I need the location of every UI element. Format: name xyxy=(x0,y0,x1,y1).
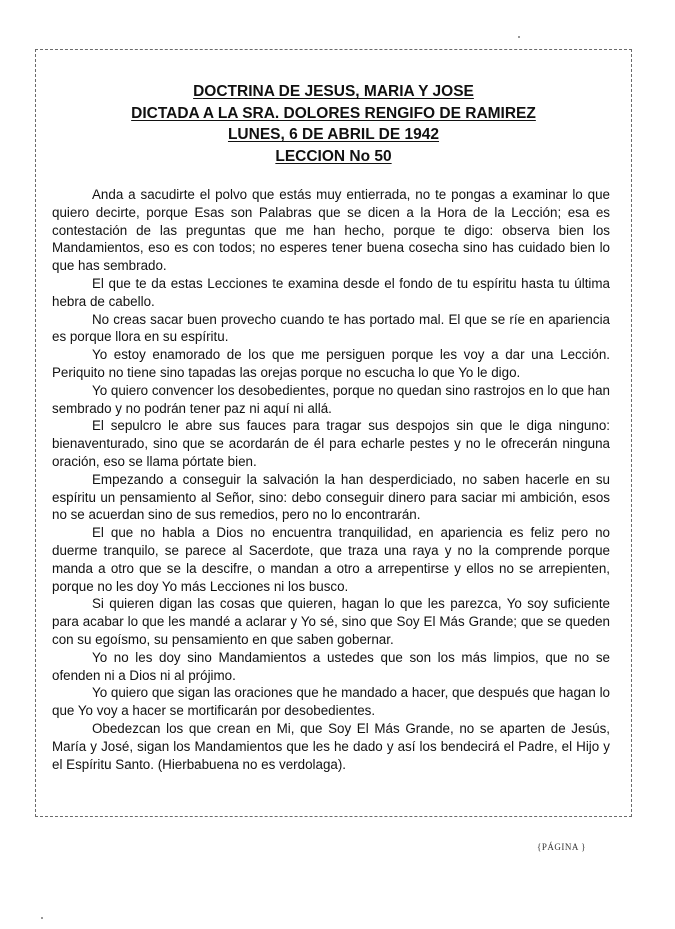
paragraph: El que te da estas Lecciones te examina desde el fondo de tu espíritu hasta tu última hebra de cabello. xyxy=(52,275,610,309)
document-header xyxy=(35,81,632,167)
scan-speck xyxy=(518,36,520,38)
paragraph: Yo estoy enamorado de los que me persiguen porque les voy a dar una Lección. Periquito no tiene sino tapadas las orejas porque no escucha lo que Yo le digo. xyxy=(52,347,610,380)
paragraph: No creas sacar buen provecho cuando te has portado mal. El que se ríe en apariencia es porque llora en su espíritu. xyxy=(52,311,610,345)
scan-speck xyxy=(41,917,43,919)
title-line-2: DICTADA A LA SRA. DOLORES RENGIFO DE RAMIREZ xyxy=(131,104,536,122)
paragraph: Si quieren digan las cosas que quieren, hagan lo que les parezca, Yo soy suficiente para acabar lo que les mandé a aclarar y Yo sé, sino que Soy El Más Grande; que se queden con su egoísmo, su pensamiento en que saben gobernar. xyxy=(52,596,610,647)
paragraph: El que no habla a Dios no encuentra tranquilidad, en apariencia es feliz pero no duerme tranquilo, se parece al Sacerdote, que traza una raya y no la comprende porque manda a otro que se la descifre, o mandan a otro a arrepentirse y ellos no se arrepienten, porque no les doy Yo más Lecciones ni los busco. xyxy=(52,525,610,594)
page-number-field: {PÁGINA } xyxy=(537,842,586,852)
paragraph: Yo quiero convencer los desobedientes, porque no quedan sino rastrojos en lo que han sembrado y no podrán tener paz ni aquí ni allá. xyxy=(52,382,610,416)
document-body xyxy=(52,186,610,773)
paragraph: Yo no les doy sino Mandamientos a ustedes que son los más limpios, que no se ofenden ni a Dios ni al prójimo. xyxy=(52,649,610,683)
paragraph: Anda a sacudirte el polvo que estás muy entierrada, no te pongas a examinar lo que quiero decirte, porque Esas son Palabras que se dicen a la Hora de la Lección; esa es contestación de las preguntas que me han hecho, porque te digo: observa bien los Mandamientos, eso es con todos; no esperes tener buena cosecha sino has cuidado bien lo que has sembrado. xyxy=(52,187,610,274)
title-line-4: LECCION No 50 xyxy=(275,147,392,165)
title-line-1: DOCTRINA DE JESUS, MARIA Y JOSE xyxy=(193,83,474,100)
paragraph: Empezando a conseguir la salvación la han desperdiciado, no saben hacerle en su espíritu un pensamiento al Señor, sino: debo conseguir dinero para saciar mi ambición, esos no se acuerdan sino de sus remedios, pero no lo encontrarán. xyxy=(52,471,610,523)
paragraph: Obedezcan los que crean en Mi, que Soy El Más Grande, no se aparten de Jesús, María y José, sigan los Mandamientos que les he dado y así los bendecirá el Padre, el Hijo y el Espíritu Santo. (Hierbabuena no es verdolaga). xyxy=(52,720,610,772)
paragraph: El sepulcro le abre sus fauces para tragar sus despojos sin que le diga ninguno: bienaventurado, sino que se acordarán de él para echarle pestes y no le ofrecerán ninguna oración, eso se llama pórtate bien. xyxy=(52,418,610,469)
paragraph: Yo quiero que sigan las oraciones que he mandado a hacer, que después que hagan lo que Yo voy a hacer se mortificarán por desobedientes. xyxy=(52,685,610,719)
title-line-3: LUNES, 6 DE ABRIL DE 1942 xyxy=(227,126,440,143)
